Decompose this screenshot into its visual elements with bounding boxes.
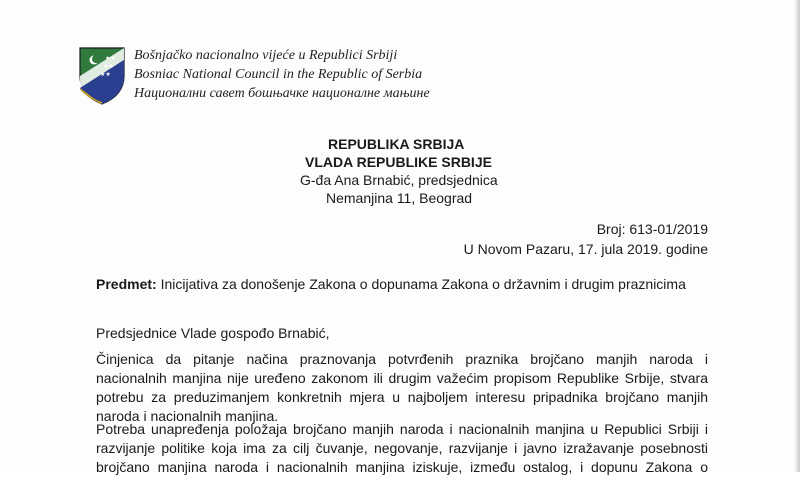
paragraph-line: nacionalnih manjina nije uređeno zakonom ili drugim važećim propisom Republike Srbije, stvara <box>96 370 708 386</box>
body-paragraph-2 <box>96 420 708 477</box>
reference-number: Broj: 613-01/2019 <box>596 221 708 237</box>
paragraph-line: potrebu za preduzimanjem konkretnih mjera u najboljem interesu pripadnika brojčano manjih <box>96 389 708 405</box>
paragraph-line: Činjenica da pitanje načina praznovanja potvrđenih praznika brojčano manjih naroda i <box>96 351 708 367</box>
paragraph-line: naroda i nacionalnih manjina. <box>96 408 279 424</box>
org-name-bosnian: Bošnjačko nacionalno vijeće u Republici Srbiji <box>134 48 398 63</box>
reference-block <box>464 219 708 259</box>
paragraph-line: Potreba unapređenja položaja brojčano manjih naroda i nacionalnih manjina u Republici Srbiji i <box>96 421 708 437</box>
subject-text: Inicijativa za donošenje Zakona o dopunama Zakona o državnim i drugim praznicima <box>156 276 686 292</box>
letterhead-org-names <box>134 46 430 103</box>
body-paragraph-1 <box>96 350 708 426</box>
bosniak-council-crest-icon <box>78 46 126 106</box>
paragraph-line: razvijanje politike koja ima za cilj čuvanje, negovanje, razvijanje i javno izražavanje posebnosti <box>96 440 708 456</box>
recipient-country: REPUBLIKA SRBIJA <box>328 136 465 152</box>
svg-text:★★: ★★ <box>100 71 111 78</box>
salutation: Predsjednice Vlade gospođo Brnabić, <box>96 325 330 341</box>
recipient-person: G-đa Ana Brnabić, predsjednica <box>300 172 498 188</box>
paragraph-line: brojčano manjina naroda i nacionalnih manjina iziskuje, između ostalog, i dopunu Zakona o <box>96 459 708 475</box>
subject-line <box>96 276 686 292</box>
subject-label: Predmet: <box>96 276 157 292</box>
reference-place-date: U Novom Pazaru, 17. jula 2019. godine <box>463 241 708 257</box>
svg-text:★★: ★★ <box>105 55 116 62</box>
org-name-cyrillic: Национални савет бошњачке националне мањине <box>134 86 430 101</box>
svg-text:★★: ★★ <box>103 63 114 70</box>
scan-edge-shadow <box>794 0 800 472</box>
recipient-government: VLADA REPUBLIKE SRBIJE <box>305 154 492 170</box>
org-name-english: Bosniac National Council in the Republic of Serbia <box>134 67 423 82</box>
recipient-address: Nemanjina 11, Beograd <box>326 190 473 206</box>
